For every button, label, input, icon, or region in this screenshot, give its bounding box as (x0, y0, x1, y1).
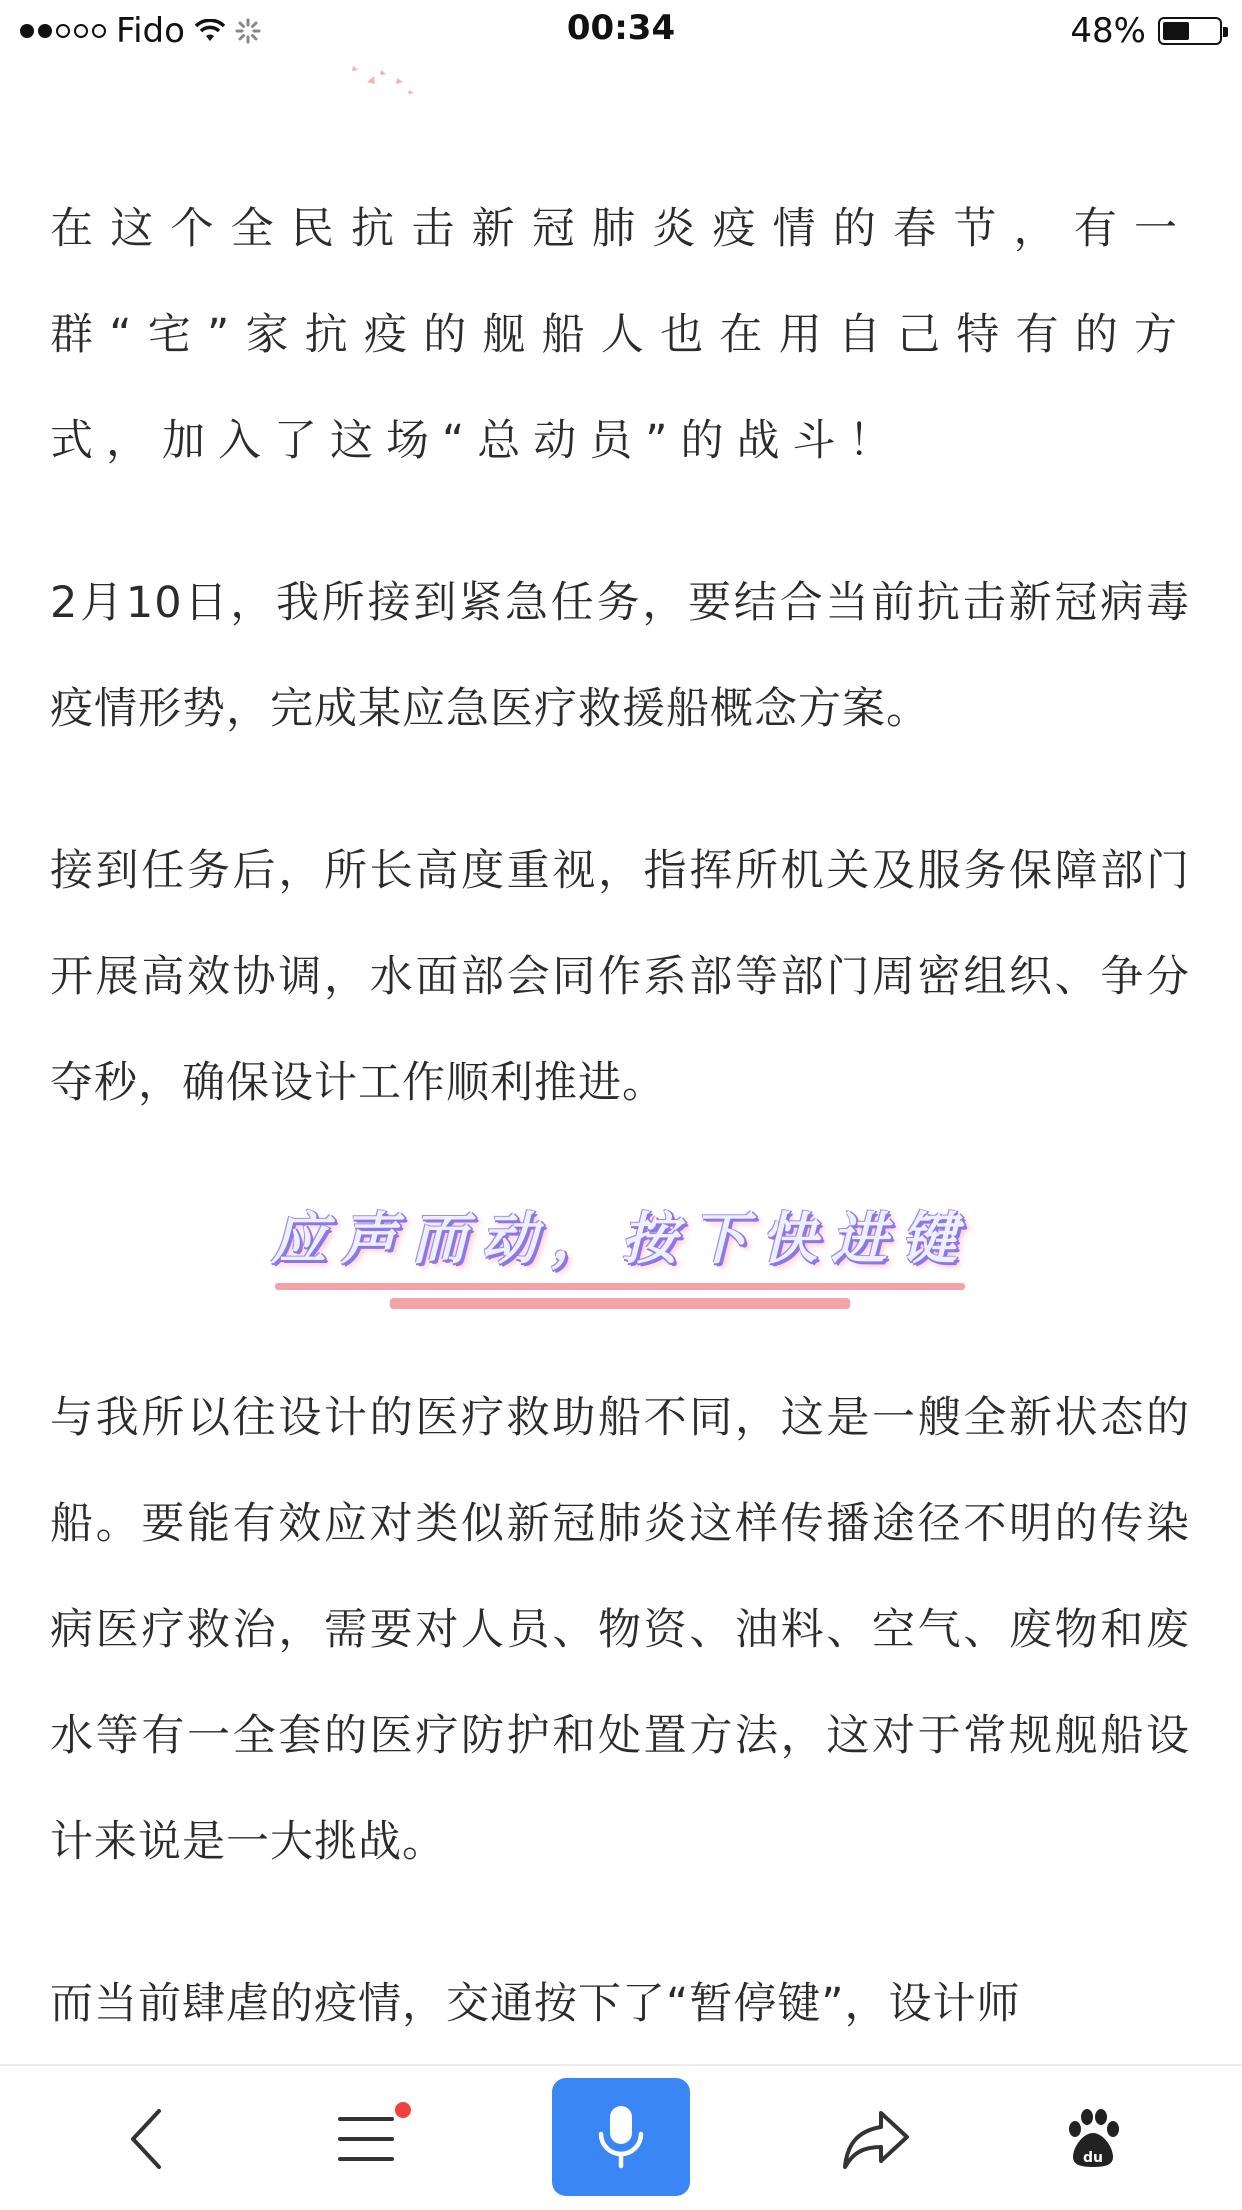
article-paragraph: 接到任务后，所长高度重视，指挥所机关及服务保障部门开展高效协调，水面部会同作系部等部门周密组织、争分夺秒，确保设计工作顺利推进。 (50, 846, 1190, 1108)
heading-underline (275, 1283, 965, 1290)
back-arrow-icon (125, 2107, 165, 2171)
battery-percent: 48% (1070, 11, 1146, 51)
bottom-toolbar (0, 2064, 1242, 2210)
heading-underline (390, 1298, 850, 1309)
status-time: 00:34 (566, 8, 676, 48)
article-paragraph: 与我所以往设计的医疗救助船不同，这是一艘全新状态的船。要能有效应对类似新冠肺炎这样传播途径不明的传染病医疗救治，需要对人员、物资、油料、空气、废物和废水等有一全套的医疗防护和处置方法，这对于常规舰船设计来说是一大挑战。 (50, 1393, 1190, 1867)
carrier-name: Fido (116, 11, 185, 51)
article-body (50, 176, 1190, 1136)
share-button[interactable] (806, 2078, 946, 2200)
menu-icon (336, 2111, 396, 2167)
microphone-icon (593, 2102, 649, 2172)
svg-text:du: du (1083, 2150, 1103, 2166)
status-bar (0, 0, 1242, 62)
section-heading-block (0, 1185, 1242, 1320)
notification-badge (395, 2102, 411, 2118)
voice-input-button[interactable] (552, 2078, 690, 2196)
section-heading: 应声而动，按下快进键 (271, 1207, 971, 1272)
article-body-continued (50, 1365, 1190, 2057)
baidu-paw-icon (1061, 2107, 1125, 2171)
menu-button[interactable] (296, 2078, 436, 2200)
battery-icon (1158, 17, 1222, 45)
article-paragraph: 在这个全民抗击新冠肺炎疫情的春节，有一群“宅”家抗疫的舰船人也在用自己特有的方式，加入了这场“总动员”的战斗！ (50, 204, 1190, 466)
status-bar-right (1070, 8, 1222, 54)
share-icon (841, 2107, 911, 2171)
battery-level-fill (1163, 22, 1189, 40)
article-paragraph: 2月10日，我所接到紧急任务，要结合当前抗击新冠病毒疫情形势，完成某应急医疗救援船概念方案。 (50, 578, 1190, 734)
baidu-button[interactable] (1023, 2078, 1163, 2200)
article-paragraph: 而当前肆虐的疫情，交通按下了“暂停键”，设计师 (50, 1979, 1021, 2029)
decorative-birds-icon (345, 60, 425, 102)
back-button[interactable] (75, 2078, 215, 2200)
